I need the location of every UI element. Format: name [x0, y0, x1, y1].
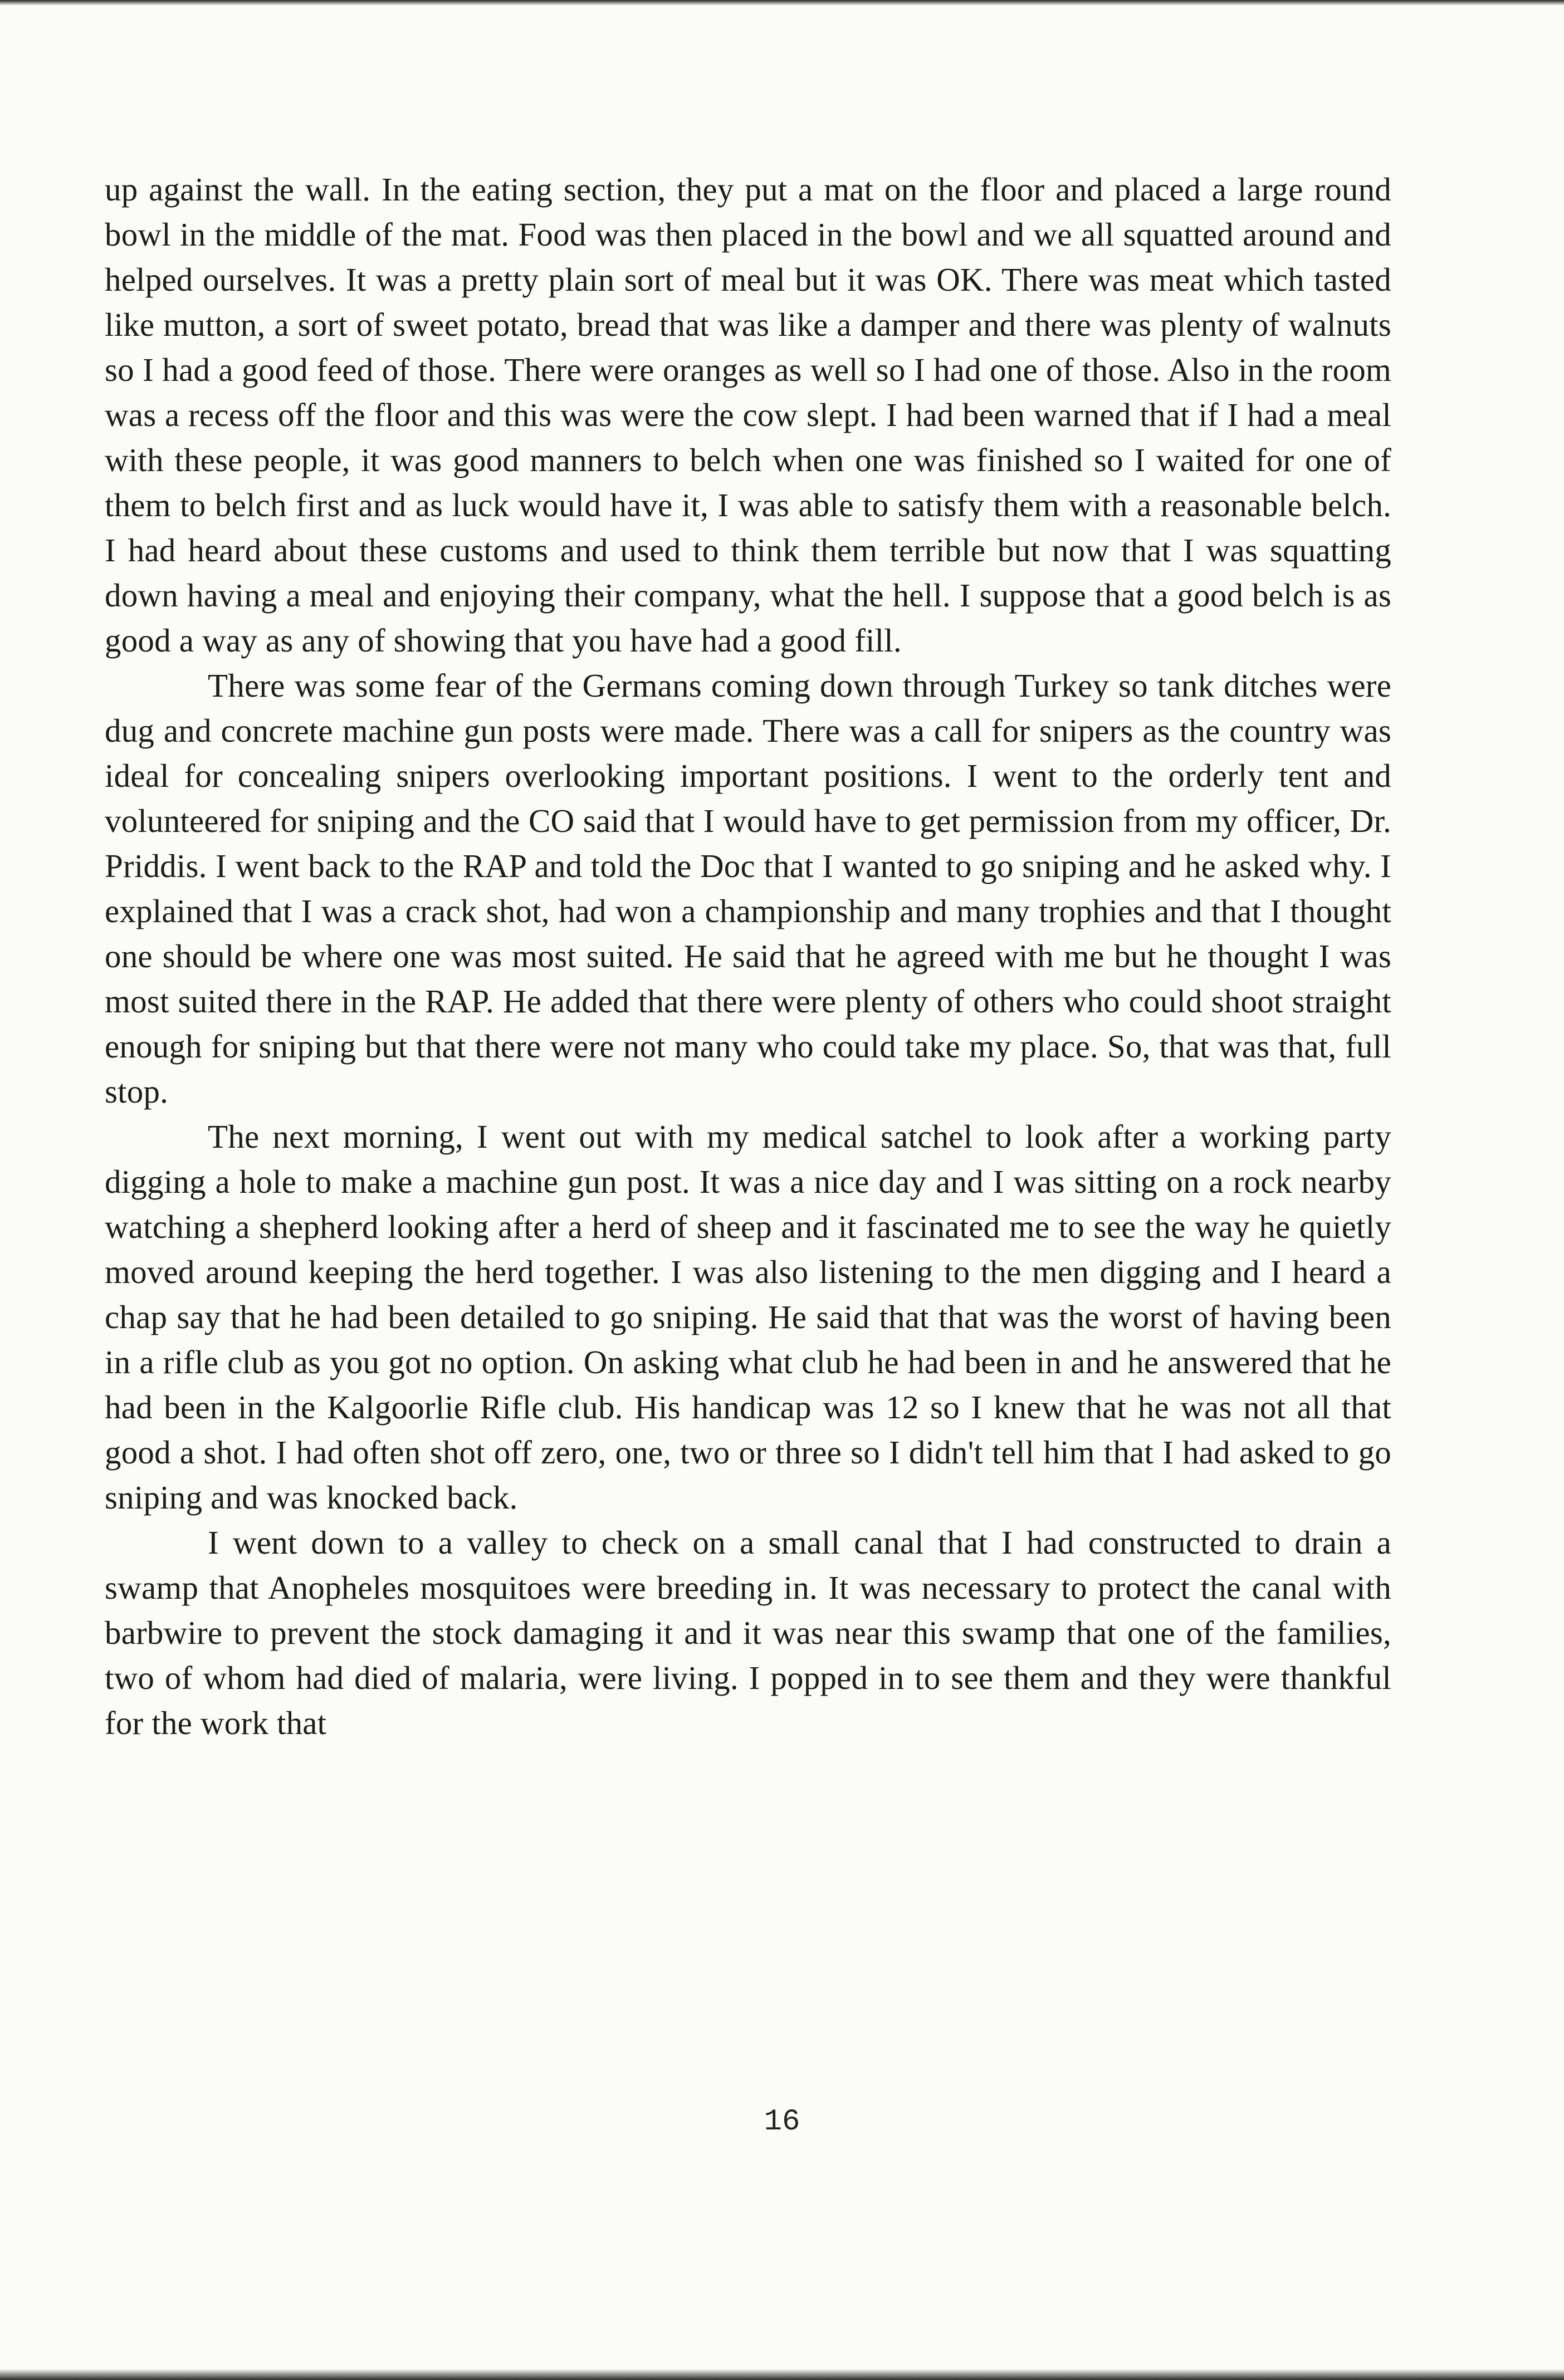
body-text: [105, 167, 1391, 1746]
scan-edge-bottom: [0, 2369, 1564, 2380]
paragraph-1: up against the wall. In the eating section, they put a mat on the floor and placed a large round bowl in the middle of the mat. Food was then placed in the bowl and we all squatted around and helped ourselves. It was a pretty plain sort of meal but it was OK. There was meat which tasted like mutton, a sort of sweet potato, bread that was like a damper and there was plenty of walnuts so I had a good feed of those. There were oranges as well so I had one of those. Also in the room was a recess off the floor and this was were the cow slept. I had been warned that if I had a meal with these people, it was good manners to belch when one was finished so I waited for one of them to belch first and as luck would have it, I was able to satisfy them with a reasonable belch. I had heard about these customs and used to think them terrible but now that I was squatting down having a meal and enjoying their company, what the hell. I suppose that a good belch is as good a way as any of showing that you have had a good fill.: [105, 171, 1391, 659]
scan-edge-top: [0, 0, 1564, 6]
paragraph-3: The next morning, I went out with my medical satchel to look after a working party digging a hole to make a machine gun post. It was a nice day and I was sitting on a rock nearby watching a shepherd looking after a herd of sheep and it fascinated me to see the way he quietly moved around keeping the herd together. I was also listening to the men digging and I heard a chap say that he had been detailed to go sniping. He said that that was the worst of having been in a rifle club as you got no option. On asking what club he had been in and he answered that he had been in the Kalgoorlie Rifle club. His handicap was 12 so I knew that he was not all that good a shot. I had often shot off zero, one, two or three so I didn't tell him that I had asked to go sniping and was knocked back.: [105, 1118, 1391, 1516]
page-number: 16: [764, 2105, 800, 2139]
paragraph-4: I went down to a valley to check on a small canal that I had constructed to drain a swamp that Anopheles mosquitoes were breeding in. It was necessary to protect the canal with barbwire to prevent the stock damaging it and it was near this swamp that one of the families, two of whom had died of malaria, were living. I popped in to see them and they were thankful for the work that: [105, 1524, 1391, 1741]
paragraph-2: There was some fear of the Germans coming down through Turkey so tank ditches were dug and concrete machine gun posts were made. There was a call for snipers as the country was ideal for concealing snipers overlooking important positions. I went to the orderly tent and volunteered for sniping and the CO said that I would have to get permission from my officer, Dr. Priddis. I went back to the RAP and told the Doc that I wanted to go sniping and he asked why. I explained that I was a crack shot, had won a championship and many trophies and that I thought one should be where one was most suited. He said that he agreed with me but he thought I was most suited there in the RAP. He added that there were plenty of others who could shoot straight enough for sniping but that there were not many who could take my place. So, that was that, full stop.: [105, 667, 1391, 1110]
